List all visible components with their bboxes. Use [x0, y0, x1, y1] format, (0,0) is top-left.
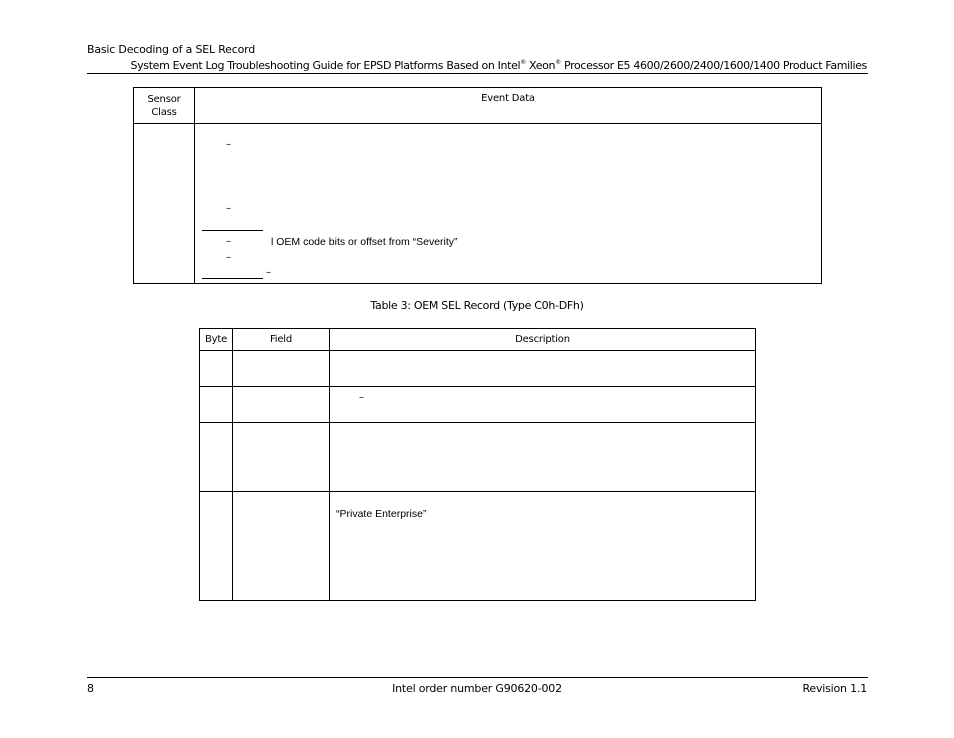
oem-sel-record-table	[199, 328, 756, 601]
table-row-divider	[200, 350, 755, 351]
private-enterprise-text: “Private Enterprise”	[336, 508, 427, 520]
dash: –	[359, 392, 364, 403]
field-header: Field	[269, 334, 293, 345]
table-column-divider	[232, 329, 233, 600]
table-row-divider	[200, 491, 755, 492]
event-data-table	[133, 87, 822, 284]
header-rule	[87, 73, 868, 74]
dash: –	[226, 236, 231, 247]
underline-rule	[202, 278, 263, 279]
table-header-divider	[134, 123, 821, 124]
description-header: Description	[515, 334, 570, 345]
footer-rule	[87, 677, 868, 678]
dash: –	[226, 203, 231, 214]
dash: –	[226, 139, 231, 150]
running-header-title	[131, 59, 867, 72]
underline-rule	[202, 230, 263, 231]
event-data-header: Event Data	[481, 93, 535, 104]
table-row-divider	[200, 422, 755, 423]
page-number: 8	[87, 682, 94, 695]
revision: Revision 1.1	[802, 682, 867, 695]
dash: –	[266, 267, 271, 278]
table-column-divider	[194, 88, 195, 283]
table-column-divider	[329, 329, 330, 600]
order-number: Intel order number G90620-002	[392, 682, 562, 695]
sensor-class-header: Sensor Class	[147, 94, 181, 118]
registered-mark: ®	[555, 59, 561, 66]
table-row-divider	[200, 386, 755, 387]
registered-mark: ®	[520, 59, 526, 66]
table-caption: Table 3: OEM SEL Record (Type C0h-DFh)	[370, 299, 584, 312]
running-header-section: Basic Decoding of a SEL Record	[87, 43, 256, 56]
byte-header: Byte	[204, 334, 228, 345]
dash: –	[226, 252, 231, 263]
title-part-2: Xeon	[525, 59, 556, 72]
title-part-3: Processor E5 4600/2600/2400/1600/1400 Product Families	[560, 59, 867, 72]
oem-code-text: l OEM code bits or offset from “Severity”	[271, 236, 458, 248]
title-part-1: System Event Log Troubleshooting Guide for EPSD Platforms Based on Intel	[130, 59, 521, 72]
